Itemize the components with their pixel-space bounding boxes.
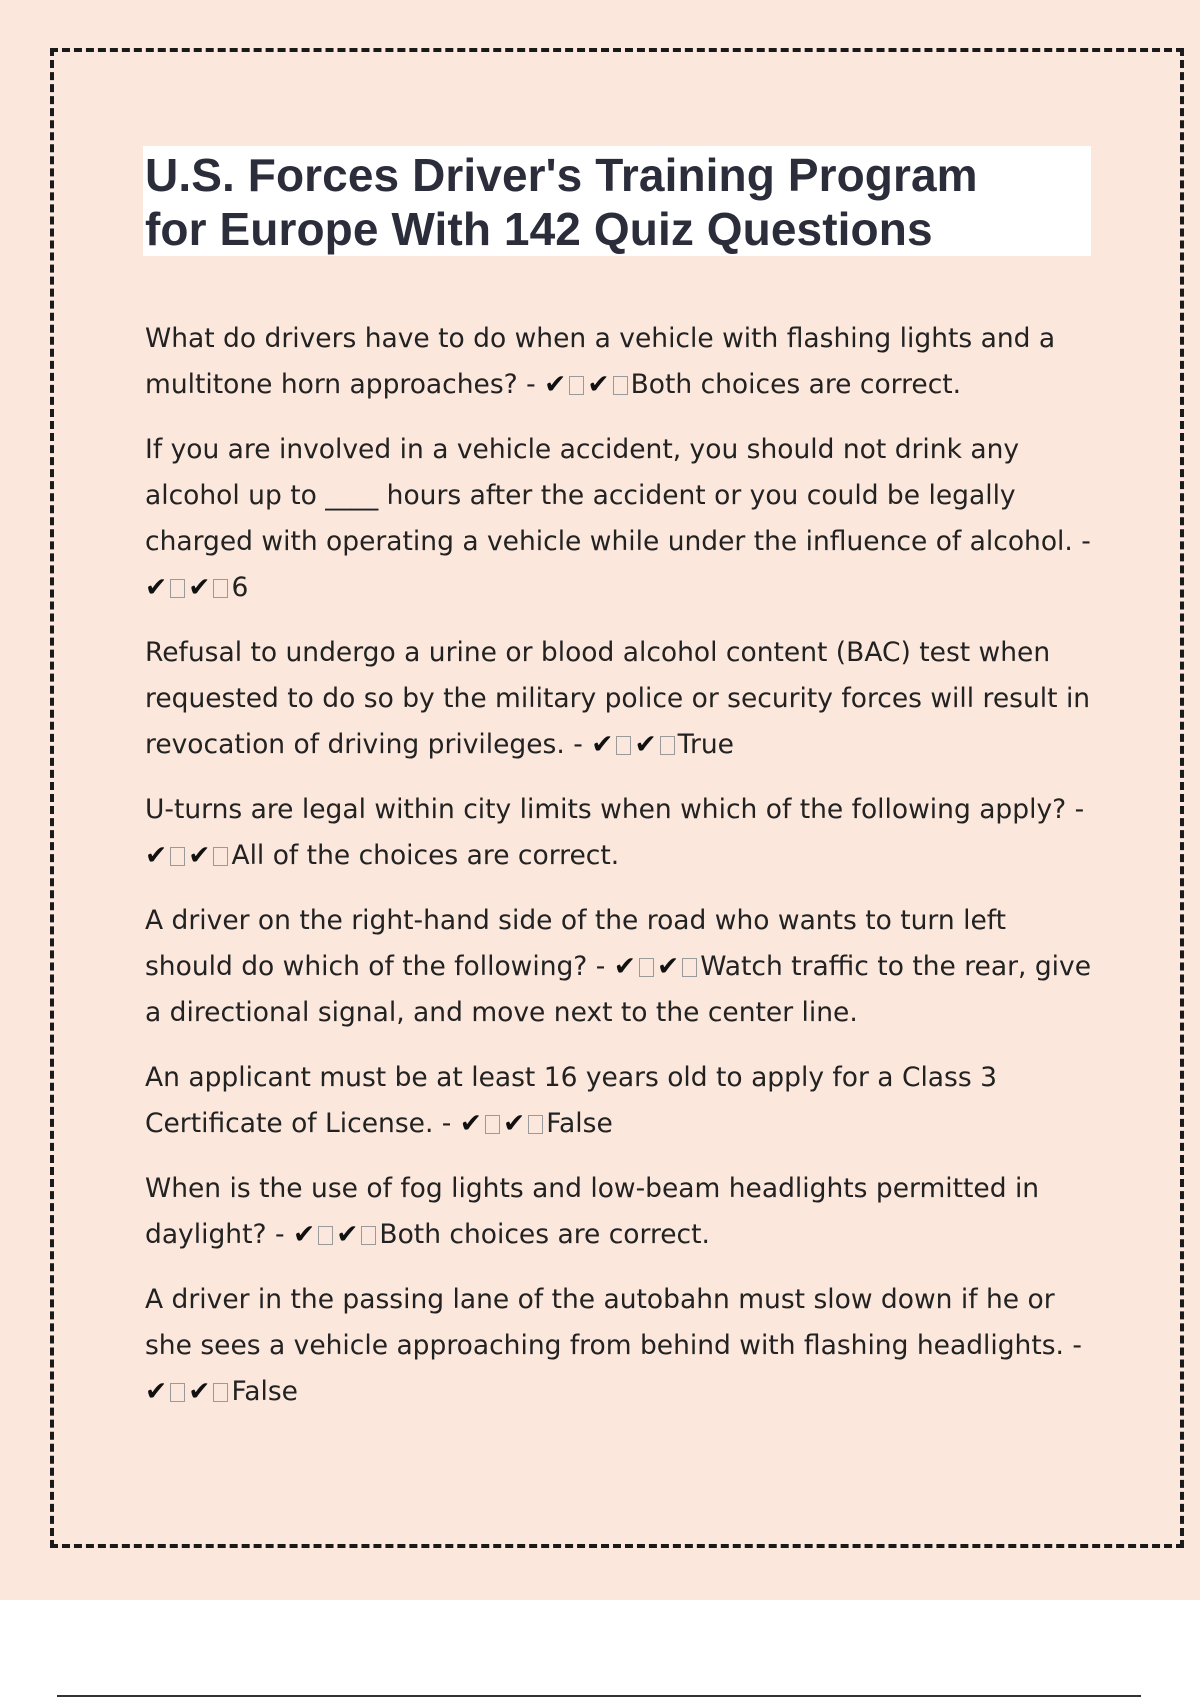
question-text: An applicant must be at least 16 years old to apply for a Class 3 Certificate of License. <box>145 1062 997 1139</box>
question-text: Refusal to undergo a urine or blood alcohol content (BAC) test when requested to do so by the military police or security forces will result in revocation of driving privileges. <box>145 637 1091 760</box>
check-icon: ✔ <box>591 729 614 760</box>
empty-box-icon <box>170 847 185 866</box>
bottom-divider <box>57 1695 1141 1697</box>
separator: - <box>1063 1330 1082 1361</box>
check-icon: ✔ <box>613 951 637 982</box>
question-text: If you are involved in a vehicle accident, you should not drink any alcohol up to ____ hours after the accident or you could be legally charged with operating a vehicle while under the influence of alcohol. <box>145 434 1073 557</box>
title-box <box>143 146 1091 256</box>
empty-box-icon <box>485 1115 500 1134</box>
empty-box-icon <box>213 847 228 866</box>
question-item <box>145 898 1095 1036</box>
separator: - <box>1066 794 1085 825</box>
check-icon: ✔ <box>145 840 168 871</box>
question-item <box>145 316 1095 408</box>
check-icon: ✔ <box>292 1219 316 1250</box>
empty-box-icon <box>170 579 185 598</box>
answer-text: Both choices are correct. <box>630 369 962 400</box>
empty-box-icon <box>660 736 675 755</box>
empty-box-icon <box>361 1226 376 1245</box>
separator: - <box>587 951 614 982</box>
separator: - <box>433 1108 460 1139</box>
question-item <box>145 1277 1095 1415</box>
question-text: When is the use of fog lights and low-beam headlights permitted in daylight? <box>145 1173 1040 1250</box>
empty-box-icon <box>318 1226 333 1245</box>
check-icon: ✔ <box>459 1108 483 1139</box>
question-item <box>145 427 1095 611</box>
answer-text: False <box>231 1376 298 1407</box>
question-text: U-turns are legal within city limits when which of the following apply? <box>145 794 1067 825</box>
empty-box-icon <box>639 958 654 977</box>
separator: - <box>1072 526 1091 557</box>
check-icon: ✔ <box>145 572 168 603</box>
check-icon: ✔ <box>188 1376 211 1407</box>
empty-box-icon <box>616 736 631 755</box>
question-text: A driver on the right-hand side of the road who wants to turn left should do which of the following? <box>145 905 1007 982</box>
check-icon: ✔ <box>657 951 680 982</box>
answer-text: True <box>677 729 734 760</box>
empty-box-icon <box>528 1115 543 1134</box>
empty-box-icon <box>569 376 584 395</box>
empty-box-icon <box>213 579 228 598</box>
question-item <box>145 1166 1095 1258</box>
empty-box-icon <box>213 1383 228 1402</box>
empty-box-icon <box>613 376 628 395</box>
question-item <box>145 787 1095 879</box>
answer-text: Both choices are correct. <box>379 1219 710 1250</box>
question-text: A driver in the passing lane of the autobahn must slow down if he or she sees a vehicle approaching from behind with flashing headlights. <box>145 1284 1064 1361</box>
check-icon: ✔ <box>145 1376 168 1407</box>
question-item <box>145 630 1095 768</box>
separator: - <box>564 729 592 760</box>
answer-text: All of the choices are correct. <box>231 840 620 871</box>
check-icon: ✔ <box>188 572 211 603</box>
check-icon: ✔ <box>188 840 211 871</box>
check-icon: ✔ <box>587 369 610 400</box>
question-list <box>145 316 1095 1434</box>
check-icon: ✔ <box>503 1108 526 1139</box>
check-icon: ✔ <box>336 1219 359 1250</box>
separator: - <box>266 1219 293 1250</box>
empty-box-icon <box>170 1383 185 1402</box>
title-line-2: for Europe With 142 Quiz Questions <box>145 203 933 255</box>
check-icon: ✔ <box>544 369 567 400</box>
question-item <box>145 1055 1095 1147</box>
answer-text: Watch traffic to the rear, give a directional signal, and move next to the center line. <box>145 951 1092 1028</box>
question-text: What do drivers have to do when a vehicle with flashing lights and a multitone horn approaches? <box>145 323 1056 400</box>
document-title <box>145 146 1091 256</box>
title-line-1: U.S. Forces Driver's Training Program <box>145 149 978 201</box>
answer-text: False <box>546 1108 613 1139</box>
answer-text: 6 <box>231 572 249 603</box>
separator: - <box>517 369 545 400</box>
check-icon: ✔ <box>634 729 657 760</box>
empty-box-icon <box>682 958 697 977</box>
